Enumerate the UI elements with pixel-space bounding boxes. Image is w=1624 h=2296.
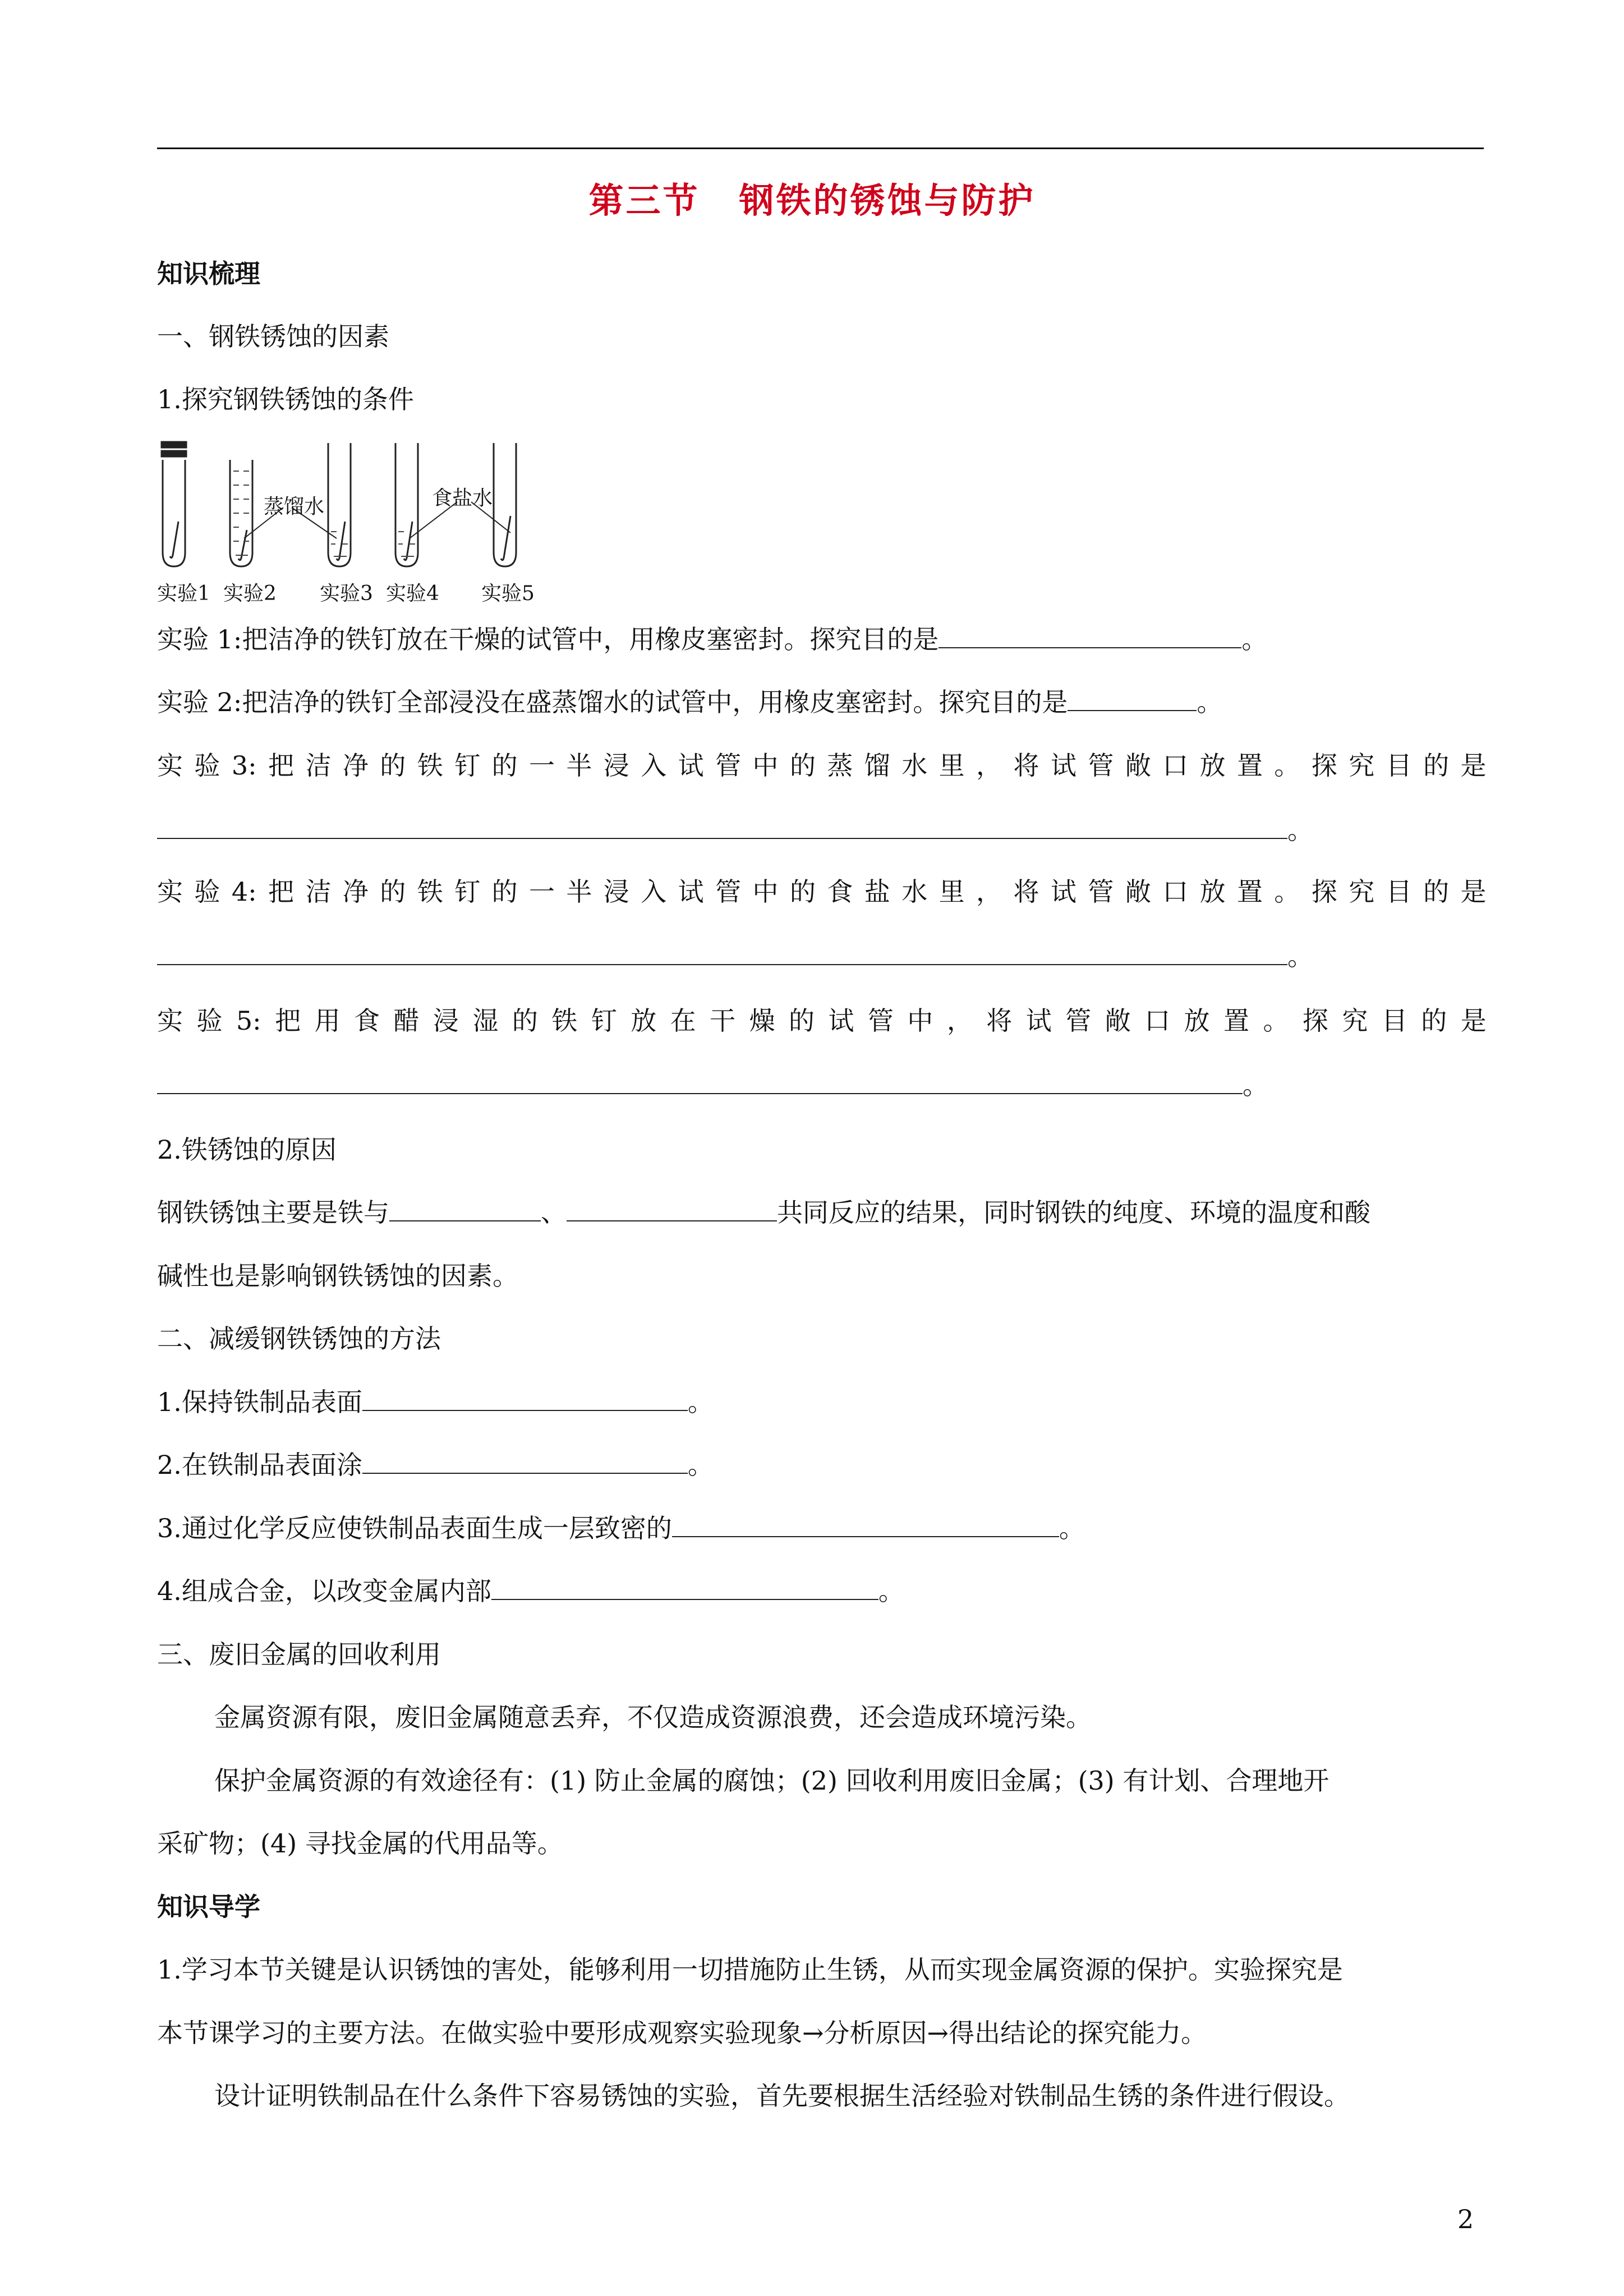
- heading-recycling: 三、废旧金属的回收利用: [157, 1639, 441, 1670]
- exp5-char: 食: [354, 1006, 380, 1036]
- exp4-char: 铁: [417, 877, 443, 907]
- exp4-char: 试: [1050, 877, 1076, 907]
- exp3-char: 的: [789, 750, 816, 781]
- exp3-char: 放: [1199, 750, 1226, 781]
- exp3-char: 3:: [231, 750, 257, 781]
- exp4-char: 一: [528, 877, 555, 907]
- method-4-end: 。: [878, 1576, 904, 1606]
- section-heading-knowledge: 知识梳理: [157, 259, 260, 289]
- experiment-4-blank[interactable]: [157, 939, 1287, 965]
- exp4-char: 浸: [603, 877, 629, 907]
- figure-tube-label-2: 实验2: [223, 582, 277, 605]
- exp3-char: 铁: [417, 750, 443, 781]
- exp5-char: 实: [157, 1006, 183, 1036]
- exp3-char: 是: [1460, 750, 1487, 781]
- experiment-2-blank[interactable]: [1068, 685, 1197, 711]
- exp3-char: 蒸: [827, 750, 853, 781]
- figure-tube-label-3: 实验3: [320, 582, 373, 605]
- exp4-char: 探: [1311, 877, 1337, 907]
- exp3-char: 口: [1162, 750, 1189, 781]
- exp4-char: 目: [1386, 877, 1412, 907]
- exp3-char: 管: [715, 750, 742, 781]
- method-1-end: 。: [687, 1387, 714, 1417]
- exp5-char: 置: [1223, 1006, 1249, 1036]
- exp3-char: 里: [938, 750, 965, 781]
- experiment-2: [157, 685, 1487, 719]
- experiment-1-text: 实验 1:把洁净的铁钉放在干燥的试管中，用橡皮塞密封。探究目的是: [157, 624, 939, 654]
- figure-tube-label-4: 实验4: [386, 582, 439, 605]
- exp3-char: 洁: [305, 750, 332, 781]
- reason-text-a: 钢铁锈蚀主要是铁与: [157, 1197, 389, 1228]
- paragraph-resources: 金属资源有限，废旧金属随意丢弃，不仅造成资源浪费，还会造成环境污染。: [214, 1702, 1092, 1732]
- experiment-3-answer: [157, 813, 1487, 847]
- exp5-char: 是: [1460, 1006, 1487, 1036]
- exp3-char: 净: [342, 750, 369, 781]
- guide-line-2: 本节课学习的主要方法。在做实验中要形成观察实验现象→分析原因→得出结论的探究能力。: [157, 2018, 1207, 2048]
- section-heading-guide: 知识导学: [157, 1892, 260, 1922]
- exp5-char: 目: [1381, 1006, 1407, 1036]
- figure-tube-label-5: 实验5: [481, 582, 535, 605]
- exp4-char: 口: [1162, 877, 1189, 907]
- exp5-char: 浸: [433, 1006, 459, 1036]
- exp3-char: 究: [1349, 750, 1375, 781]
- exp3-char: 验: [194, 750, 220, 781]
- exp5-char: 湿: [472, 1006, 499, 1036]
- guide-line-3: 设计证明铁制品在什么条件下容易锈蚀的实验，首先要根据生活经验对铁制品生锈的条件进行假设。: [214, 2081, 1350, 2111]
- exp4-char: 食: [827, 877, 853, 907]
- exp5-char: 探: [1302, 1006, 1328, 1036]
- experiment-4: [157, 875, 1487, 909]
- exp4-char: 半: [566, 877, 592, 907]
- exp5-char: 验: [196, 1006, 223, 1036]
- subheading-conditions: 1.探究钢铁锈蚀的条件: [157, 384, 414, 414]
- exp3-char: 将: [1013, 750, 1039, 781]
- exp4-char: 试: [678, 877, 704, 907]
- page-number: 2: [1457, 2204, 1474, 2234]
- exp3-char: 半: [566, 750, 592, 781]
- exp3-char: 钉: [454, 750, 481, 781]
- exp4-char: 把: [268, 877, 295, 907]
- experiment-5-answer: [157, 1068, 1487, 1102]
- exp4-char: 净: [342, 877, 369, 907]
- method-2: [157, 1448, 1487, 1482]
- exp5-char: 的: [789, 1006, 815, 1036]
- reason-line-2: 碱性也是影响钢铁锈蚀的因素。: [157, 1261, 518, 1291]
- exp3-char: 管: [1088, 750, 1114, 781]
- exp4-char: 的: [380, 877, 406, 907]
- reason-blank-2[interactable]: [567, 1196, 777, 1221]
- exp4-char: 的: [491, 877, 518, 907]
- exp4-char: 验: [194, 877, 220, 907]
- experiment-1: [157, 623, 1487, 656]
- exp3-char: 入: [641, 750, 667, 781]
- exp4-char: 水: [901, 877, 928, 907]
- reason-text-b: 共同反应的结果，同时钢铁的纯度、环境的温度和酸: [777, 1197, 1370, 1228]
- exp3-char: 试: [1050, 750, 1076, 781]
- exp5-char: 试: [1025, 1006, 1052, 1036]
- reason-separator: 、: [541, 1197, 567, 1228]
- exp3-char: 把: [268, 750, 295, 781]
- exp5-char: 管: [1065, 1006, 1092, 1036]
- exp4-char: 4:: [231, 877, 257, 907]
- exp3-char: 敞: [1125, 750, 1151, 781]
- exp3-char: 的: [1423, 750, 1450, 781]
- exp5-char: 用: [314, 1006, 341, 1036]
- exp5-char: 醋: [393, 1006, 420, 1036]
- exp4-char: 管: [715, 877, 742, 907]
- exp3-char: ，: [976, 750, 1002, 781]
- exp4-char: 的: [1423, 877, 1450, 907]
- exp5-char: 钉: [591, 1006, 617, 1036]
- exp4-char: 究: [1349, 877, 1375, 907]
- experiment-4-end: 。: [1287, 941, 1313, 971]
- heading-methods: 二、减缓钢铁锈蚀的方法: [157, 1324, 441, 1354]
- experiment-5-blank[interactable]: [157, 1068, 1243, 1094]
- experiment-4-answer: [157, 939, 1487, 973]
- header-rule: [157, 147, 1484, 149]
- exp5-char: 在: [670, 1006, 696, 1036]
- heading-factors: 一、钢铁锈蚀的因素: [157, 321, 389, 352]
- test-tube-figure: [151, 437, 578, 611]
- exp5-char: 管: [867, 1006, 894, 1036]
- exp3-char: 一: [528, 750, 555, 781]
- exp3-char: 。: [1274, 750, 1300, 781]
- exp4-char: 敞: [1125, 877, 1151, 907]
- method-3-end: 。: [1059, 1513, 1085, 1543]
- exp4-char: 管: [1088, 877, 1114, 907]
- reason-blank-1[interactable]: [389, 1196, 541, 1221]
- exp3-char: 目: [1386, 750, 1412, 781]
- exp5-char: 敞: [1105, 1006, 1131, 1036]
- method-2-blank[interactable]: [362, 1448, 688, 1474]
- experiment-3: [157, 749, 1487, 782]
- title-section-number: 第三节: [588, 180, 700, 221]
- exp4-char: 放: [1199, 877, 1226, 907]
- experiment-2-end: 。: [1197, 687, 1223, 717]
- method-4: [157, 1574, 1487, 1608]
- method-3-text: 3.通过化学反应使铁制品表面生成一层致密的: [157, 1513, 672, 1543]
- experiment-1-end: 。: [1241, 624, 1268, 654]
- exp5-char: 铁: [551, 1006, 578, 1036]
- exp3-char: 中: [752, 750, 779, 781]
- method-1-text: 1.保持铁制品表面: [157, 1387, 362, 1417]
- exp5-char: 。: [1263, 1006, 1289, 1036]
- reason-line-1: [157, 1196, 1487, 1229]
- exp5-char: 究: [1342, 1006, 1368, 1036]
- exp3-char: 的: [380, 750, 406, 781]
- exp3-char: 探: [1311, 750, 1337, 781]
- experiment-1-blank[interactable]: [938, 623, 1241, 648]
- subheading-cause: 2.铁锈蚀的原因: [157, 1135, 337, 1165]
- exp4-char: 是: [1460, 877, 1487, 907]
- exp3-char: 水: [901, 750, 928, 781]
- method-4-text: 4.组成合金，以改变金属内部: [157, 1576, 491, 1606]
- paragraph-protection-1: 保护金属资源的有效途径有：(1) 防止金属的腐蚀；(2) 回收利用废旧金属；(3) 有计划、合理地开: [214, 1765, 1329, 1796]
- method-3: [157, 1511, 1487, 1545]
- exp5-char: 口: [1144, 1006, 1171, 1036]
- exp5-char: 燥: [749, 1006, 775, 1036]
- exp5-char: 中: [907, 1006, 933, 1036]
- figure-label-salt: 食盐水: [432, 487, 493, 510]
- exp3-char: 浸: [603, 750, 629, 781]
- exp4-char: 里: [938, 877, 965, 907]
- exp4-char: 。: [1274, 877, 1300, 907]
- paragraph-protection-2: 采矿物；(4) 寻找金属的代用品等。: [157, 1828, 563, 1859]
- exp3-char: 馏: [864, 750, 890, 781]
- exp5-char: 放: [1184, 1006, 1210, 1036]
- exp3-char: 的: [491, 750, 518, 781]
- figure-label-water: 蒸馏水: [264, 495, 325, 518]
- exp5-char: 的: [512, 1006, 538, 1036]
- exp4-char: 的: [789, 877, 816, 907]
- exp5-char: 的: [1421, 1006, 1447, 1036]
- exp3-char: 试: [678, 750, 704, 781]
- exp3-char: 实: [157, 750, 183, 781]
- experiment-2-text: 实验 2:把洁净的铁钉全部浸没在盛蒸馏水的试管中，用橡皮塞密封。探究目的是: [157, 687, 1068, 717]
- title-topic: 钢铁的锈蚀与防护: [739, 180, 1036, 221]
- experiment-5-end: 。: [1243, 1070, 1268, 1100]
- exp4-char: 入: [641, 877, 667, 907]
- exp5-char: ，: [946, 1006, 973, 1036]
- exp4-char: 实: [157, 877, 183, 907]
- figure-tube-label-1: 实验1: [157, 582, 210, 605]
- page-title: [0, 173, 1624, 223]
- method-1-blank[interactable]: [362, 1385, 688, 1411]
- exp4-char: 置: [1237, 877, 1263, 907]
- exp5-char: 试: [828, 1006, 854, 1036]
- exp5-char: 将: [986, 1006, 1013, 1036]
- method-3-blank[interactable]: [672, 1511, 1059, 1537]
- exp4-char: 将: [1013, 877, 1039, 907]
- method-2-end: 。: [687, 1450, 714, 1480]
- exp5-char: 5:: [236, 1006, 261, 1036]
- exp4-char: 钉: [454, 877, 481, 907]
- exp5-char: 放: [631, 1006, 657, 1036]
- exp3-char: 置: [1237, 750, 1263, 781]
- exp4-char: ，: [976, 877, 1002, 907]
- guide-line-1: 1.学习本节关键是认识锈蚀的害处，能够利用一切措施防止生锈，从而实现金属资源的保护。实验探究是: [157, 1954, 1343, 1985]
- experiment-3-end: 。: [1287, 815, 1313, 845]
- exp5-char: 把: [275, 1006, 301, 1036]
- exp5-char: 干: [710, 1006, 736, 1036]
- exp4-char: 盐: [864, 877, 890, 907]
- experiment-5: [157, 1004, 1487, 1038]
- method-2-text: 2.在铁制品表面涂: [157, 1450, 362, 1480]
- method-1: [157, 1385, 1487, 1419]
- exp4-char: 洁: [305, 877, 332, 907]
- exp4-char: 中: [752, 877, 779, 907]
- experiment-3-blank[interactable]: [157, 813, 1287, 839]
- method-4-blank[interactable]: [491, 1574, 878, 1600]
